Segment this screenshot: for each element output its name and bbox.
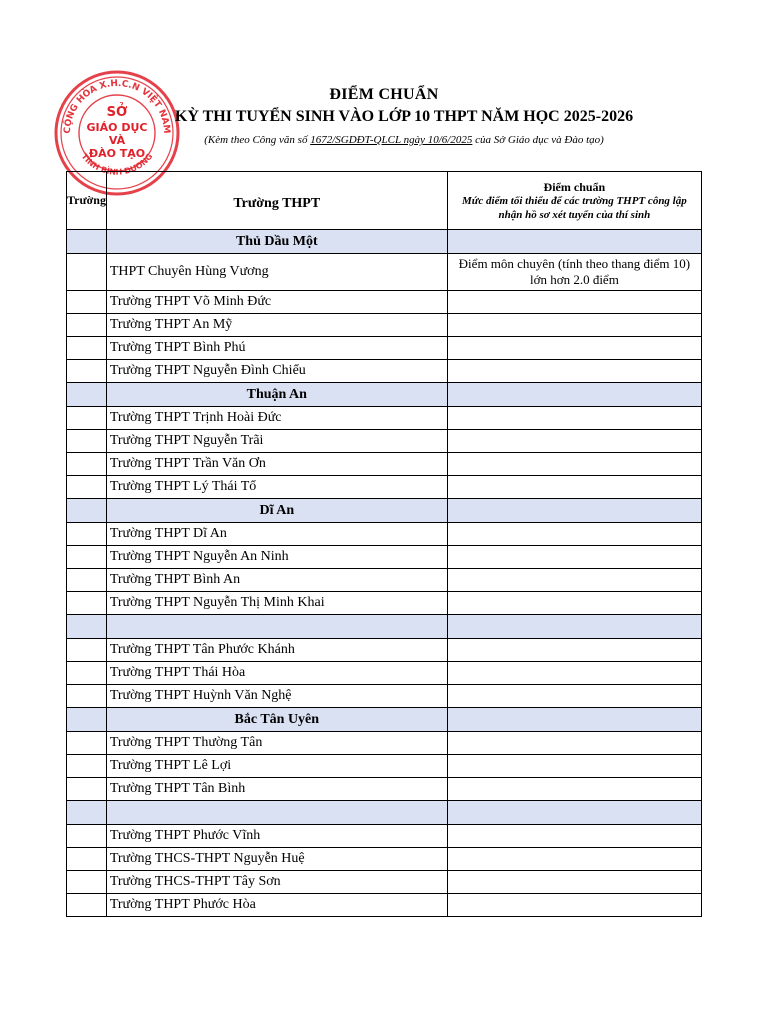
score-cell: [447, 360, 701, 383]
score-cell: [447, 662, 701, 685]
region-name: Thuận An: [106, 383, 447, 407]
school-name: Trường THPT Nguyễn An Ninh: [106, 546, 447, 569]
table-row: [67, 407, 702, 430]
score-header-note: Mức điểm tối thiểu để các trường THPT công lập nhận hồ sơ xét tuyển của thí sinh: [462, 194, 687, 221]
table-body: [67, 230, 702, 917]
table-row: [67, 314, 702, 337]
region-name: [106, 615, 447, 639]
score-cell: [447, 430, 701, 453]
score-cell: [447, 592, 701, 615]
table-row: [67, 894, 702, 917]
table-row: [67, 871, 702, 894]
table-row: [67, 662, 702, 685]
document-title: ĐIỂM CHUẨN: [329, 86, 439, 103]
table-row: [67, 755, 702, 778]
document-reference-note: [20, 134, 768, 146]
svg-text:CỘNG HÒA X.H.C.N VIỆT NAM: CỘNG HÒA X.H.C.N VIỆT NAM: [62, 78, 172, 134]
school-name: Trường THPT Dĩ An: [106, 523, 447, 546]
school-name: Trường THPT Lê Lợi: [106, 755, 447, 778]
column-header-score: [447, 172, 701, 230]
stt-cell: [67, 871, 107, 894]
note-document-number: 1672/SGDĐT-QLCL ngày 10/6/2025: [310, 134, 473, 146]
table-row: [67, 592, 702, 615]
stt-cell: [67, 732, 107, 755]
stt-cell: [67, 314, 107, 337]
region-row: [67, 801, 702, 825]
score-cell: [447, 685, 701, 708]
score-cell: [447, 778, 701, 801]
table-header-row: [67, 172, 702, 230]
school-name: Trường THCS-THPT Tây Sơn: [106, 871, 447, 894]
stt-cell: [67, 407, 107, 430]
table-row: [67, 639, 702, 662]
score-cell: [447, 848, 701, 871]
admission-score-table: [66, 171, 702, 917]
school-name: THPT Chuyên Hùng Vương: [106, 254, 447, 291]
table-row: [67, 569, 702, 592]
stt-cell: [67, 569, 107, 592]
region-stt-cell: [67, 383, 107, 407]
stt-cell: [67, 825, 107, 848]
note-suffix: của Sở Giáo dục và Đào tạo): [472, 134, 604, 146]
table-row: [67, 778, 702, 801]
score-cell: [447, 291, 701, 314]
column-header-stt: Trường: [67, 172, 107, 230]
school-name: Trường THCS-THPT Nguyễn Huệ: [106, 848, 447, 871]
region-row: [67, 230, 702, 254]
table-row: [67, 430, 702, 453]
score-cell: [447, 523, 701, 546]
region-score-cell: [447, 499, 701, 523]
score-header-title: Điểm chuẩn: [543, 179, 606, 194]
table-row: [67, 848, 702, 871]
school-name: Trường THPT Phước Hòa: [106, 894, 447, 917]
table-row: [67, 476, 702, 499]
stt-cell: [67, 546, 107, 569]
stt-cell: [67, 778, 107, 801]
region-row: [67, 383, 702, 407]
table-row: [67, 453, 702, 476]
stt-cell: [67, 755, 107, 778]
region-score-cell: [447, 230, 701, 254]
svg-text:GIÁO DỤC: GIÁO DỤC: [86, 121, 148, 134]
svg-text:ĐÀO TẠO: ĐÀO TẠO: [88, 147, 146, 160]
stt-cell: [67, 523, 107, 546]
school-name: Trường THPT Lý Thái Tổ: [106, 476, 447, 499]
score-cell: [447, 825, 701, 848]
region-name: Thủ Dầu Một: [106, 230, 447, 254]
region-stt-cell: [67, 230, 107, 254]
school-name: Trường THPT Thái Hòa: [106, 662, 447, 685]
region-row: [67, 615, 702, 639]
region-score-cell: [447, 801, 701, 825]
region-stt-cell: [67, 708, 107, 732]
score-cell: [447, 569, 701, 592]
region-stt-cell: [67, 801, 107, 825]
table-row: [67, 685, 702, 708]
region-name: Bắc Tân Uyên: [106, 708, 447, 732]
score-cell: [447, 476, 701, 499]
school-name: Trường THPT Võ Minh Đức: [106, 291, 447, 314]
stt-cell: [67, 639, 107, 662]
school-name: Trường THPT Thường Tân: [106, 732, 447, 755]
stt-cell: [67, 360, 107, 383]
score-cell: [447, 407, 701, 430]
region-score-cell: [447, 615, 701, 639]
stt-cell: [67, 254, 107, 291]
region-score-cell: [447, 708, 701, 732]
school-name: Trường THPT Trịnh Hoài Đức: [106, 407, 447, 430]
region-stt-cell: [67, 615, 107, 639]
school-name: Trường THPT Nguyễn Trãi: [106, 430, 447, 453]
stt-cell: [67, 592, 107, 615]
stt-cell: [67, 337, 107, 360]
stt-cell: [67, 430, 107, 453]
school-name: Trường THPT Nguyễn Thị Minh Khai: [106, 592, 447, 615]
school-name: Trường THPT Tân Phước Khánh: [106, 639, 447, 662]
table-row: [67, 523, 702, 546]
table-row: [67, 546, 702, 569]
score-cell: Điểm môn chuyên (tính theo thang điểm 10) lớn hơn 2.0 điểm: [447, 254, 701, 291]
region-name: Dĩ An: [106, 499, 447, 523]
score-cell: [447, 871, 701, 894]
school-name: Trường THPT Bình An: [106, 569, 447, 592]
table-row: [67, 254, 702, 291]
svg-text:VÀ: VÀ: [108, 134, 126, 147]
score-cell: [447, 639, 701, 662]
school-name: Trường THPT Nguyễn Đình Chiểu: [106, 360, 447, 383]
stt-cell: [67, 291, 107, 314]
school-name: Trường THPT Phước Vĩnh: [106, 825, 447, 848]
table-row: [67, 825, 702, 848]
stt-cell: [67, 662, 107, 685]
score-cell: [447, 314, 701, 337]
table-row: [67, 360, 702, 383]
svg-text:SỞ: SỞ: [106, 105, 128, 120]
region-row: [67, 708, 702, 732]
stt-cell: [67, 894, 107, 917]
note-prefix: (Kèm theo Công văn số: [204, 134, 311, 146]
school-name: Trường THPT An Mỹ: [106, 314, 447, 337]
stt-cell: [67, 476, 107, 499]
document-subtitle: KỲ THI TUYỂN SINH VÀO LỚP 10 THPT NĂM HỌC 2025-2026: [174, 108, 634, 125]
score-cell: [447, 755, 701, 778]
score-cell: [447, 894, 701, 917]
school-name: Trường THPT Bình Phú: [106, 337, 447, 360]
svg-text:TỈNH BÌNH DƯƠNG: TỈNH BÌNH DƯƠNG: [79, 151, 155, 177]
region-name: [106, 801, 447, 825]
table-row: [67, 732, 702, 755]
region-row: [67, 499, 702, 523]
table-row: [67, 337, 702, 360]
score-cell: [447, 546, 701, 569]
score-cell: [447, 732, 701, 755]
stt-cell: [67, 685, 107, 708]
table-row: [67, 291, 702, 314]
score-cell: [447, 337, 701, 360]
school-name: Trường THPT Trần Văn Ơn: [106, 453, 447, 476]
column-header-school: Trường THPT: [106, 172, 447, 230]
region-stt-cell: [67, 499, 107, 523]
score-cell: [447, 453, 701, 476]
stt-cell: [67, 453, 107, 476]
stt-cell: [67, 848, 107, 871]
school-name: Trường THPT Huỳnh Văn Nghệ: [106, 685, 447, 708]
region-score-cell: [447, 383, 701, 407]
school-name: Trường THPT Tân Bình: [106, 778, 447, 801]
